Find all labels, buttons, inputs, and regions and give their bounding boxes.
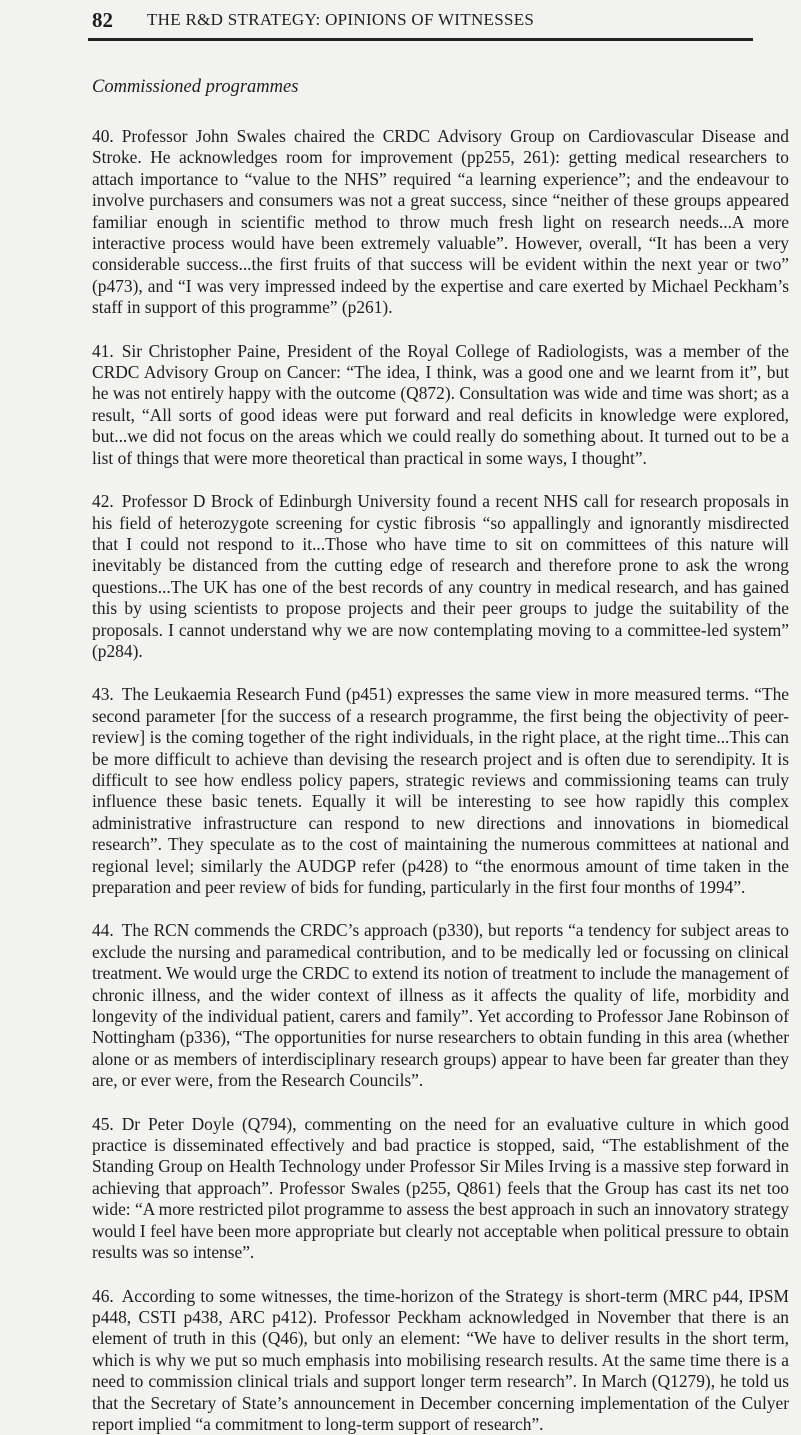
paragraph-46 <box>92 1286 789 1435</box>
paragraph-number: 40. <box>92 126 114 146</box>
running-head <box>92 0 789 38</box>
header-rule <box>88 38 753 41</box>
running-title: THE R&D STRATEGY: OPINIONS OF WITNESSES <box>147 10 534 30</box>
paragraph-number: 42. <box>92 491 114 511</box>
page-number: 82 <box>92 8 113 33</box>
paragraph-text: The RCN commends the CRDC’s approach (p330), but reports “a tendency for subject areas to exclude the nursing and paramedical contribution, and to be medically led or focussing on clinical treatment. We would urge the CRDC to extend its notion of treatment to include the management of chronic illness, and the wider context of illness as it affects the quality of life, morbidity and longevity of the individual patient, carers and family”. Yet according to Professor Jane Robinson of Nottingham (p336), “The opportunities for nurse researchers to obtain funding in this area (whether alone or as members of interdisciplinary research groups) appear to have been far greater than they are, or ever were, from the Research Councils”. <box>92 920 789 1090</box>
section-heading: Commissioned programmes <box>92 77 789 98</box>
paragraph-text: Professor D Brock of Edinburgh University found a recent NHS call for research proposals in his field of heterozygote screening for cystic fibrosis “so appallingly and ignorantly misdirected that I could not respond to it...Those who have time to sit on committees of this nature will inevitably be distanced from the cutting edge of research and therefore prone to ask the wrong questions...The UK has one of the best records of any country in medical research, and has gained this by using scientists to propose projects and their peer groups to judge the suitability of the proposals. I cannot understand why we are now contemplating moving to a committee-led system” (p284). <box>92 491 789 661</box>
paragraph-number: 41. <box>92 341 114 361</box>
paragraph-text: Professor John Swales chaired the CRDC Advisory Group on Cardiovascular Disease and Stroke. He acknowledges room for improvement (pp255, 261): getting medical researchers to attach importance to “value to the NHS” required “a learning experience”; and the endeavour to involve purchasers and consumers was not a great success, since “neither of these groups appeared familiar enough in scientific method to throw much fresh light on research needs...A more interactive process would have been extremely valuable”. However, overall, “It has been a very considerable success...the first fruits of that success will be evident within the next year or two” (p473), and “I was very impressed indeed by the expertise and care exerted by Michael Peckham’s staff in support of this programme” (p261). <box>92 126 789 317</box>
paragraph-number: 43. <box>92 684 114 704</box>
paragraph-number: 44. <box>92 920 114 940</box>
paragraph-number: 45. <box>92 1114 114 1134</box>
paragraph-45 <box>92 1114 789 1264</box>
paragraph-41 <box>92 341 789 469</box>
paragraph-43 <box>92 684 789 898</box>
paragraph-44 <box>92 920 789 1091</box>
paragraph-40 <box>92 126 789 319</box>
paragraph-42 <box>92 491 789 662</box>
paragraph-text: The Leukaemia Research Fund (p451) expresses the same view in more measured terms. “The second parameter [for the success of a research programme, the first being the objectivity of peer-review] is the coming together of the right individuals, in the right place, at the right time...This can be more difficult to achieve than devising the research project and is often due to serendipity. It is difficult to see how endless policy papers, strategic reviews and commissioning teams can truly influence these basic tenets. Equally it will be interesting to see how rapidly this complex administrative infrastructure can respond to new directions and innovations in biomedical research”. They speculate as to the cost of maintaining the numerous committees at national and regional level; similarly the AUDGP refer (p428) to “the enormous amount of time taken in the preparation and peer review of bids for funding, particularly in the first four months of 1994”. <box>92 684 789 897</box>
paragraph-text: Sir Christopher Paine, President of the Royal College of Radiologists, was a member of the CRDC Advisory Group on Cancer: “The idea, I think, was a good one and we learnt from it”, but he was not entirely happy with the outcome (Q872). Consultation was wide and time was short; as a result, “All sorts of good ideas were put forward and real deficits in knowledge were explored, but...we did not focus on the areas which we could really do something about. It turned out to be a list of things that were more theoretical than practical in some ways, I thought”. <box>92 341 789 468</box>
paragraph-number: 46. <box>92 1286 114 1306</box>
paragraph-text: Dr Peter Doyle (Q794), commenting on the need for an evaluative culture in which good practice is disseminated effectively and bad practice is stopped, said, “The establishment of the Standing Group on Health Technology under Professor Sir Miles Irving is a massive step forward in achieving that approach”. Professor Swales (p255, Q861) feels that the Group has cast its net too wide: “A more restricted pilot programme to assess the best approach in such an innovatory strategy would I feel have been more appropriate but clearly not acceptable when political pressure to obtain results was so intense”. <box>92 1114 789 1262</box>
paragraph-text: According to some witnesses, the time-horizon of the Strategy is short-term (MRC p44, IPSM p448, CSTI p438, ARC p412). Professor Peckham acknowledged in November that there is an element of truth in this (Q46), but only an element: “We have to deliver results in the short term, which is why we put so much emphasis into mobilising research results. At the same time there is a need to commission clinical trials and support longer term research”. In March (Q1279), he told us that the Secretary of State’s announcement in December concerning implementation of the Culyer report implied “a commitment to long-term support of research”. <box>92 1286 789 1434</box>
